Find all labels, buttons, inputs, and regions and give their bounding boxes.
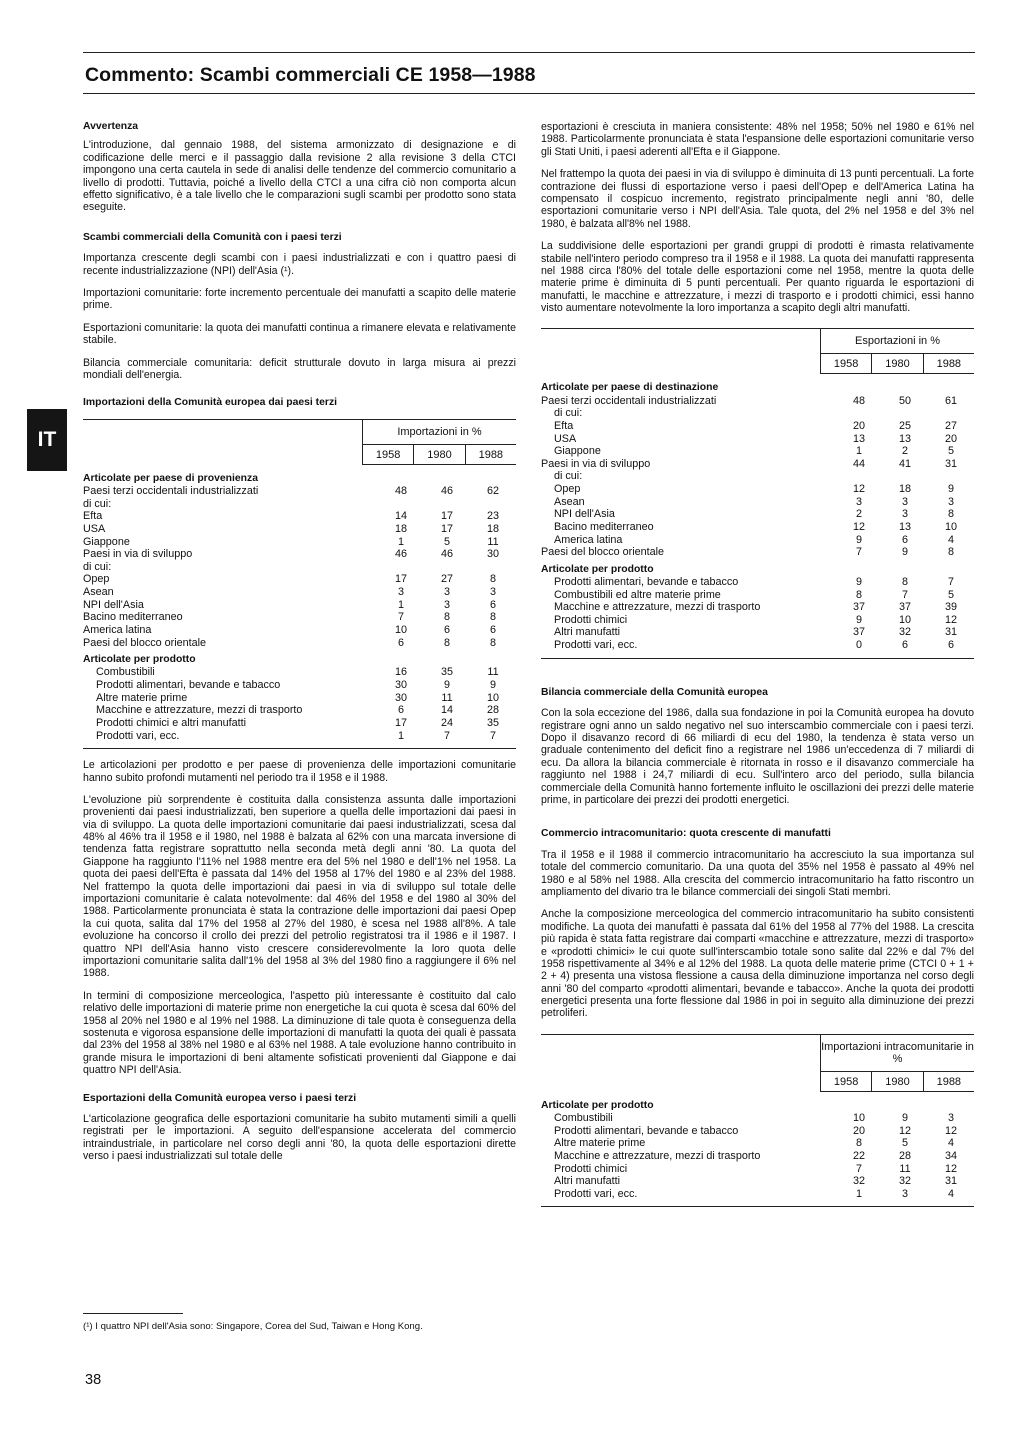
cell-value: 3	[443, 586, 450, 599]
table-years	[820, 1071, 974, 1092]
row-label: Prodotti vari, ecc.	[554, 639, 638, 652]
row-label: di cui:	[83, 497, 112, 510]
cell-value: 8	[947, 508, 954, 521]
cell-value: 12	[944, 613, 957, 626]
row-label: Prodotti vari, ecc.	[96, 729, 180, 742]
cell-value: 3	[397, 586, 404, 599]
cell-value: 9	[855, 613, 862, 626]
cell-value: 4	[947, 533, 954, 546]
intra-heading: Commercio intracomunitario: quota crescente di manufatti	[541, 828, 831, 840]
row-label: Paesi terzi occidentali industrializzati	[541, 394, 717, 407]
cell-value: 7	[855, 1162, 862, 1175]
table-row	[83, 548, 516, 561]
cell-value: 31	[944, 1175, 957, 1188]
table-header	[820, 329, 974, 374]
cell-value: 31	[944, 457, 957, 470]
cell-value: 4	[947, 1137, 954, 1150]
category-label: Articolate per paese di provenienza	[83, 472, 258, 484]
row-label: Asean	[554, 495, 585, 508]
row-label: Altri manufatti	[554, 1175, 621, 1188]
intra-paragraph-2: Anche la composizione merceologica del commercio intracomunitario ha subito consistenti modifiche. La quota dei manufatti è passata dal 61% del 1958 al 77% del 1988. La crescita più rapida è stata fatta registrare dai comparti «macchine e attrezzature, mezzi di trasporto» e «prodotti chimici» le cui quote sull'interscambio totale sono salite dal 22% e dal 7% del 1958 rispettivamente al 34% e al 12% del 1988. La quota delle materie prime (CTCI 0 + 1 + 2 + 4) presenta una vistosa flessione a causa della diminuzione importanza nel corso degli anni '80 del comparto «prodotti alimentari, bevande e tabacco». Anche la quota dei prodotti energetici presenta una forte flessione dal 1986 in poi in seguito alla diminuzione dei prezzi petroliferi.	[541, 908, 974, 1020]
cell-value: 9	[443, 679, 450, 692]
cell-value: 9	[855, 533, 862, 546]
year-header: 1958	[820, 354, 871, 373]
table-row	[541, 1125, 974, 1138]
cell-value: 5	[901, 1137, 908, 1150]
cell-value: 0	[855, 639, 862, 652]
cell-value	[424, 561, 470, 574]
year-header: 1958	[362, 445, 413, 464]
table-row	[83, 573, 516, 586]
cell-value: 1	[397, 598, 404, 611]
table-header	[362, 420, 516, 465]
table-row	[541, 626, 974, 639]
table-row	[541, 1163, 974, 1176]
row-label: Macchine e attrezzature, mezzi di trasporto	[96, 704, 303, 717]
cell-value: 6	[397, 636, 404, 649]
table-row	[83, 599, 516, 612]
cell-value: 13	[898, 520, 911, 533]
cell-value: 9	[489, 679, 496, 692]
avvertenza-text: L'introduzione, dal gennaio 1988, del sistema armonizzato di designazione e di codificazione delle merci e il passaggio dalla revisione 2 alla revisione 3 della CTCI impongono una certa cautela in sede di analisi delle tendenze del commercio comunitario a livello di prodotti. Tuttavia, poiché a livello della CTCI a una cifra ciò non comporta alcun effetto significativo, è a tale livello che le comparazioni sugli scambi per prodotto sono stata eseguite.	[83, 139, 516, 214]
category-label: Articolate per prodotto	[541, 1099, 654, 1111]
cell-value: 44	[852, 457, 865, 470]
row-label: Paesi in via di sviluppo	[541, 457, 651, 470]
row-label: Combustibili	[96, 666, 155, 679]
right-column	[541, 121, 974, 1207]
cell-value: 20	[944, 432, 957, 445]
scambi-paragraph-1: Importanza crescente degli scambi con i paesi industrializzati e con i quattro paesi di recente industrializzazione (NPI) dell'Asia (¹).	[83, 252, 516, 277]
table-row	[83, 561, 516, 574]
table-row	[541, 496, 974, 509]
cell-value: 32	[898, 626, 911, 639]
table-row	[83, 586, 516, 599]
cell-value: 6	[489, 598, 496, 611]
imports-table-body	[83, 465, 516, 742]
row-label: Combustibili ed altre materie prime	[554, 588, 721, 601]
row-label: Bacino mediterraneo	[83, 611, 183, 624]
cell-value: 12	[944, 1162, 957, 1175]
cell-value: 16	[394, 666, 407, 679]
cell-value: 3	[443, 598, 450, 611]
cell-value: 9	[901, 546, 908, 559]
year-header: 1980	[413, 445, 464, 464]
cell-value: 32	[898, 1175, 911, 1188]
cell-value: 17	[440, 522, 453, 535]
scambi-paragraph-3: Esportazioni comunitarie: la quota dei manufatti continua a rimanere elevata e relativamente stabile.	[83, 321, 516, 347]
table-row	[541, 508, 974, 521]
cell-value: 7	[397, 611, 404, 624]
table-row	[83, 536, 516, 549]
table-row	[541, 521, 974, 534]
scambi-paragraph-2: Importazioni comunitarie: forte incremento percentuale dei manufatti a scapito delle materie prime.	[83, 287, 516, 312]
cell-value: 10	[394, 623, 407, 636]
cell-value: 14	[440, 704, 453, 717]
category-label: Articolate per paese di destinazione	[541, 382, 719, 394]
cell-value: 11	[441, 691, 453, 704]
cell-value: 11	[487, 666, 499, 679]
cell-value	[836, 470, 882, 483]
cell-value: 9	[855, 575, 862, 588]
cell-value: 3	[947, 495, 954, 508]
row-label: Combustibili	[554, 1112, 613, 1125]
cell-value: 27	[440, 573, 453, 586]
cell-value: 3	[901, 1187, 908, 1200]
table-row	[541, 483, 974, 496]
cell-value: 10	[944, 520, 957, 533]
cell-value: 1	[855, 1187, 862, 1200]
cell-value: 27	[944, 419, 957, 432]
cell-value: 35	[440, 666, 453, 679]
table-caption: Importazioni in %	[362, 420, 516, 444]
table-row	[83, 624, 516, 637]
right-paragraph-2: Nel frattempo la quota dei paesi in via di sviluppo è diminuita di 13 punti percentuali. La forte contrazione dei flussi di esportazione verso i paesi dell'Opep e dell'America Latina ha compensato il cospicuo incremento, registrato principalmente negli anni '80, delle esportazioni comunitarie verso i NPI dell'Asia. Tale quota, del 2% nel 1958 e del 3% nel 1980, è balzata all'8% nel 1988.	[541, 168, 974, 230]
cell-value: 18	[898, 483, 911, 496]
table-row	[83, 679, 516, 692]
cell-value: 18	[486, 522, 499, 535]
cell-value: 32	[852, 1175, 865, 1188]
cell-value: 39	[944, 601, 957, 614]
row-label: Efta	[554, 419, 574, 432]
cell-value: 14	[394, 510, 407, 523]
row-label: NPI dell'Asia	[83, 598, 144, 611]
row-label: Altre materie prime	[96, 691, 188, 704]
table-row	[541, 614, 974, 627]
table-row	[541, 589, 974, 602]
cell-value: 17	[394, 573, 407, 586]
table-row	[541, 601, 974, 614]
cell-value: 8	[443, 611, 450, 624]
footnote: (¹) I quattro NPI dell'Asia sono: Singapore, Corea del Sud, Taiwan e Hong Kong.	[83, 1321, 423, 1332]
cell-value: 34	[944, 1149, 957, 1162]
cell-value: 48	[852, 394, 865, 407]
table-category-row	[541, 1092, 974, 1112]
row-label: Paesi in via di sviluppo	[83, 548, 193, 561]
table-row	[83, 730, 516, 743]
cell-value: 1	[397, 729, 404, 742]
cell-value: 6	[397, 704, 404, 717]
table-header	[820, 1035, 974, 1092]
row-label: Giappone	[83, 535, 130, 548]
cell-value	[424, 498, 470, 511]
cell-value: 13	[898, 432, 911, 445]
cell-value: 30	[394, 679, 407, 692]
cell-value: 3	[901, 495, 908, 508]
year-header: 1988	[923, 354, 974, 373]
cell-value: 22	[852, 1149, 865, 1162]
exports-table	[541, 328, 974, 658]
cell-value: 23	[486, 510, 499, 523]
row-label: Altre materie prime	[554, 1137, 646, 1150]
table-row	[83, 510, 516, 523]
cell-value: 46	[394, 548, 407, 561]
cell-value: 5	[947, 588, 954, 601]
cell-value	[882, 407, 928, 420]
cell-value: 10	[898, 613, 911, 626]
table-row	[541, 1188, 974, 1201]
row-label: Prodotti chimici e altri manufatti	[96, 716, 247, 729]
scambi-paragraph-4: Bilancia commerciale comunitaria: deficit strutturale dovuto in larga misura ai prezzi mondiali dell'energia.	[83, 356, 516, 382]
cell-value: 12	[944, 1124, 957, 1137]
table-row	[541, 1137, 974, 1150]
table-row	[541, 395, 974, 408]
year-header: 1988	[465, 445, 516, 464]
cell-value: 11	[487, 535, 499, 548]
table-row	[83, 692, 516, 705]
intra-table	[541, 1034, 974, 1208]
table-row	[83, 704, 516, 717]
table-rule	[541, 1206, 974, 1207]
table-row	[541, 576, 974, 589]
cell-value: 18	[394, 522, 407, 535]
cell-value: 9	[947, 483, 954, 496]
table-row	[541, 445, 974, 458]
row-label: America latina	[554, 533, 623, 546]
row-label: NPI dell'Asia	[554, 508, 615, 521]
cell-value: 3	[855, 495, 862, 508]
row-label: Paesi terzi occidentali industrializzati	[83, 485, 259, 498]
footnote-rule	[83, 1313, 183, 1314]
cell-value: 8	[489, 636, 496, 649]
cell-value: 35	[486, 716, 499, 729]
cell-value: 8	[443, 636, 450, 649]
cell-value: 8	[489, 573, 496, 586]
row-label: Prodotti chimici	[554, 613, 628, 626]
table-row	[83, 523, 516, 536]
row-label: USA	[83, 522, 106, 535]
cell-value: 3	[489, 586, 496, 599]
cell-value: 46	[440, 548, 453, 561]
exports-table-body	[541, 374, 974, 651]
table-row	[83, 498, 516, 511]
table-caption: Importazioni intracomunitarie in %	[820, 1035, 974, 1071]
right-paragraph-3: La suddivisione delle esportazioni per grandi gruppi di prodotti è rimasta relativamente stabile nell'intero periodo compreso tra il 1958 e il 1988. La quota dei manufatti rappresenta nel 1988 circa l'80% del totale delle esportazioni come nel 1958, mentre la quota delle materie prime è diminuita di 5 punti percentuali. Per quanto riguarda le esportazioni di manufatti, le macchine e attrezzature, i mezzi di trasporto e i prodotti chimici, essi hanno visto aumentare notevolmente la loro importanza a scapito degli altri manufatti.	[541, 240, 974, 315]
table-row	[541, 420, 974, 433]
row-label: Prodotti alimentari, bevande e tabacco	[554, 1124, 739, 1137]
table-row	[541, 1112, 974, 1125]
cell-value	[928, 407, 974, 420]
row-label: di cui:	[554, 470, 583, 483]
row-label: Opep	[83, 573, 110, 586]
row-label: Bacino mediterraneo	[554, 520, 654, 533]
cell-value: 41	[898, 457, 911, 470]
table-row	[541, 534, 974, 547]
cell-value: 46	[440, 485, 453, 498]
cell-value: 6	[443, 623, 450, 636]
cell-value: 7	[947, 575, 954, 588]
cell-value	[378, 498, 424, 511]
cell-value: 37	[898, 601, 911, 614]
cell-value: 8	[489, 611, 496, 624]
cell-value: 8	[947, 546, 954, 559]
category-label: Articolate per prodotto	[541, 563, 654, 575]
cell-value: 28	[486, 704, 499, 717]
table-row	[83, 637, 516, 650]
cell-value: 24	[440, 716, 453, 729]
analysis-paragraph-3: In termini di composizione merceologica, l'aspetto più interessante è costituito dal calo relativo delle importazioni di materie prime non energetiche la cui quota è scesa dal 60% del 1958 al 20% nel 1980 e al 19% nel 1988. La diminuzione di tale quota è conseguenza della sostenuta e vigorosa espansione delle importazioni di manufatti la quota dei quali è passata dal 23% del 1958 al 38% nel 1980 e al 63% nel 1988. A tale evoluzione hanno contribuito in grande misura le importazioni di beni altamente sofisticati provenienti dal Giappone e dai quattro NPI dell'Asia.	[83, 989, 516, 1077]
cell-value: 6	[489, 623, 496, 636]
cell-value: 62	[486, 485, 499, 498]
cell-value: 10	[852, 1112, 865, 1125]
cell-value: 5	[443, 535, 450, 548]
year-header: 1958	[820, 1072, 871, 1091]
table-years	[362, 444, 516, 465]
cell-value: 8	[901, 575, 908, 588]
cell-value: 8	[855, 588, 862, 601]
table-category-row	[541, 374, 974, 394]
row-label: Altri manufatti	[554, 626, 621, 639]
cell-value: 6	[901, 533, 908, 546]
imports-table-heading: Importazioni della Comunità europea dai paesi terzi	[83, 397, 338, 409]
top-rule	[83, 52, 975, 53]
cell-value	[882, 470, 928, 483]
cell-value: 30	[486, 548, 499, 561]
row-label: Efta	[83, 510, 103, 523]
cell-value: 10	[486, 691, 499, 704]
table-row	[541, 1175, 974, 1188]
row-label: di cui:	[83, 560, 112, 573]
table-row	[83, 485, 516, 498]
cell-value: 5	[947, 445, 954, 458]
cell-value: 3	[947, 1112, 954, 1125]
row-label: Paesi del blocco orientale	[83, 636, 207, 649]
cell-value: 1	[397, 535, 404, 548]
table-row	[541, 1150, 974, 1163]
cell-value: 6	[901, 639, 908, 652]
cell-value: 9	[901, 1112, 908, 1125]
table-row	[541, 458, 974, 471]
table-row	[541, 639, 974, 652]
row-label: Giappone	[554, 445, 601, 458]
row-label: Macchine e attrezzature, mezzi di trasporto	[554, 601, 761, 614]
cell-value	[928, 470, 974, 483]
row-label: Prodotti alimentari, bevande e tabacco	[96, 679, 281, 692]
cell-value: 7	[901, 588, 908, 601]
table-row	[541, 546, 974, 559]
row-label: USA	[554, 432, 577, 445]
table-row	[83, 611, 516, 624]
cell-value: 11	[899, 1162, 911, 1175]
cell-value: 20	[852, 419, 865, 432]
cell-value: 37	[852, 601, 865, 614]
cell-value	[378, 561, 424, 574]
cell-value: 61	[944, 394, 957, 407]
title-rule	[83, 93, 975, 94]
left-column	[83, 121, 516, 1173]
row-label: America latina	[83, 623, 152, 636]
cell-value	[470, 561, 516, 574]
table-category-row	[541, 559, 974, 576]
cell-value	[470, 498, 516, 511]
cell-value: 50	[898, 394, 911, 407]
cell-value: 17	[394, 716, 407, 729]
table-row	[541, 407, 974, 420]
avvertenza-heading: Avvertenza	[83, 121, 139, 132]
table-row	[83, 666, 516, 679]
intra-table-body	[541, 1092, 974, 1201]
imports-table	[83, 419, 516, 749]
cell-value: 7	[855, 546, 862, 559]
cell-value: 12	[852, 520, 865, 533]
page-title: Commento: Scambi commerciali CE 1958—1988	[85, 64, 536, 86]
cell-value	[836, 407, 882, 420]
cell-value: 7	[443, 729, 450, 742]
table-row	[541, 433, 974, 446]
cell-value: 3	[901, 508, 908, 521]
cell-value: 28	[898, 1149, 911, 1162]
year-header: 1980	[871, 1072, 922, 1091]
cell-value: 37	[852, 626, 865, 639]
cell-value: 48	[394, 485, 407, 498]
table-category-row	[83, 465, 516, 485]
row-label: Prodotti alimentari, bevande e tabacco	[554, 575, 739, 588]
table-row	[541, 470, 974, 483]
cell-value: 6	[947, 639, 954, 652]
cell-value: 25	[898, 419, 911, 432]
row-label: di cui:	[554, 407, 583, 420]
row-label: Opep	[554, 483, 581, 496]
row-label: Asean	[83, 586, 114, 599]
table-category-row	[83, 649, 516, 666]
cell-value: 4	[947, 1187, 954, 1200]
intra-paragraph-1: Tra il 1958 e il 1988 il commercio intracomunitario ha accresciuto la sua importanza sul totale del commercio comunitario. Da una quota del 35% nel 1958 è passato al 49% nel 1980 e al 58% nel 1988. Alla crescita del commercio intracomunitario ha fatto riscontro un ampliamento del divario tra le bilance commerciali dei singoli Stati membri.	[541, 848, 974, 898]
language-tab: IT	[27, 409, 67, 471]
analysis-paragraph-2: L'evoluzione più sorprendente è costituita dalla consistenza assunta dalle importazioni provenienti dai paesi industrializzati, ben superiore a quella delle importazioni dai paesi in via di sviluppo. La quota delle importazioni comunitarie dai paesi industrializzati, scesa dal 48% al 46% tra il 1958 e il 1980, nel 1988 è balzata al 62% con una marcata inversione di tendenza fatta registrare soprattutto nella seconda metà degli anni '80. La quota del Giappone ha raggiunto l'11% nel 1988 mentre era del 5% nel 1980 e dell'1% nel 1958. La quota dei paesi dell'Efta è passata dal 14% del 1958 al 17% del 1980 e al 23% del 1988. Nel frattempo la quota delle importazioni dai paesi in via di sviluppo sul totale delle importazioni comunitarie è calata notevolmente: dal 46% del 1958 e del 1980 al 30% del 1988. Particolarmente pronunciata è stata la contrazione delle importazioni dai paesi Opep la cui quota, salita dal 17% del 1958 al 27% del 1980, è scesa nel 1988 all'8%. A tale evoluzione ha concorso il crollo dei prezzi del petrolio registratosi tra il 1986 e il 1987. I quattro NPI dell'Asia hanno visto crescere considerevolmente la loro quota delle importazioni comunitarie salita dall'1% del 1958 al 3% del 1980 fino a raggiungere il 6% nel 1988.	[83, 793, 516, 980]
cell-value: 8	[855, 1137, 862, 1150]
bilancia-heading: Bilancia commerciale della Comunità europea	[541, 686, 768, 698]
year-header: 1980	[871, 354, 922, 373]
cell-value: 2	[855, 508, 862, 521]
bilancia-text: Con la sola eccezione del 1986, dalla sua fondazione in poi la Comunità europea ha dovuto registrare ogni anno un saldo negativo nel suo interscambio commerciale con i paesi terzi. Dopo il disavanzo record di 66 miliardi di ecu del 1980, la tendenza è stata verso un graduale contenimento del deficit fino a registrare nel 1986 un'eccedenza di 7 miliardi di ecu. Da allora la bilancia commerciale è ritornata in rosso e il disavanzo commerciale ha raggiunto nel 1988 i 24,7 miliardi di ecu. Sull'intero arco del periodo, sulla bilancia commerciale della Comunità hanno fortemente influito le oscillazioni dei prezzi delle materie prime, in particolare dei prezzi dei prodotti energetici.	[541, 707, 974, 806]
row-label: Prodotti chimici	[554, 1162, 628, 1175]
analysis-paragraph-1: Le articolazioni per prodotto e per paese di provenienza delle importazioni comunitarie hanno subito profondi mutamenti nel periodo tra il 1958 e il 1988.	[83, 759, 516, 784]
table-caption: Esportazioni in %	[820, 329, 974, 353]
row-label: Paesi del blocco orientale	[541, 546, 665, 559]
cell-value: 31	[944, 626, 957, 639]
row-label: Macchine e attrezzature, mezzi di trasporto	[554, 1149, 761, 1162]
esportazioni-paragraph: L'articolazione geografica delle esportazioni comunitarie ha subito mutamenti simili a quelli registrati per le importazioni. A seguito dell'espansione accelerata del commercio intraindustriale, in particolare nel corso degli anni '80, la quota delle esportazioni dirette verso i paesi industrializzati sul totale delle	[83, 1113, 516, 1163]
year-header: 1988	[923, 1072, 974, 1091]
scambi-heading: Scambi commerciali della Comunità con i paesi terzi	[83, 231, 342, 243]
cell-value: 7	[489, 729, 496, 742]
table-years	[820, 353, 974, 374]
category-label: Articolate per prodotto	[83, 654, 196, 666]
cell-value: 12	[898, 1124, 911, 1137]
page-number: 38	[85, 1372, 102, 1388]
table-row	[83, 717, 516, 730]
cell-value: 30	[394, 691, 407, 704]
cell-value: 20	[852, 1124, 865, 1137]
cell-value: 1	[855, 445, 862, 458]
cell-value: 12	[852, 483, 865, 496]
cell-value: 17	[440, 510, 453, 523]
esportazioni-heading: Esportazioni della Comunità europea verso i paesi terzi	[83, 1092, 357, 1104]
right-paragraph-1: esportazioni è cresciuta in maniera consistente: 48% nel 1958; 50% nel 1980 e 61% nel 1988. Particolarmente pronunciata è stata l'espansione delle esportazioni comunitarie verso gli Stati Uniti, i paesi aderenti all'Efta e il Giappone.	[541, 121, 974, 158]
cell-value: 13	[852, 432, 865, 445]
cell-value: 2	[901, 445, 908, 458]
row-label: Prodotti vari, ecc.	[554, 1187, 638, 1200]
